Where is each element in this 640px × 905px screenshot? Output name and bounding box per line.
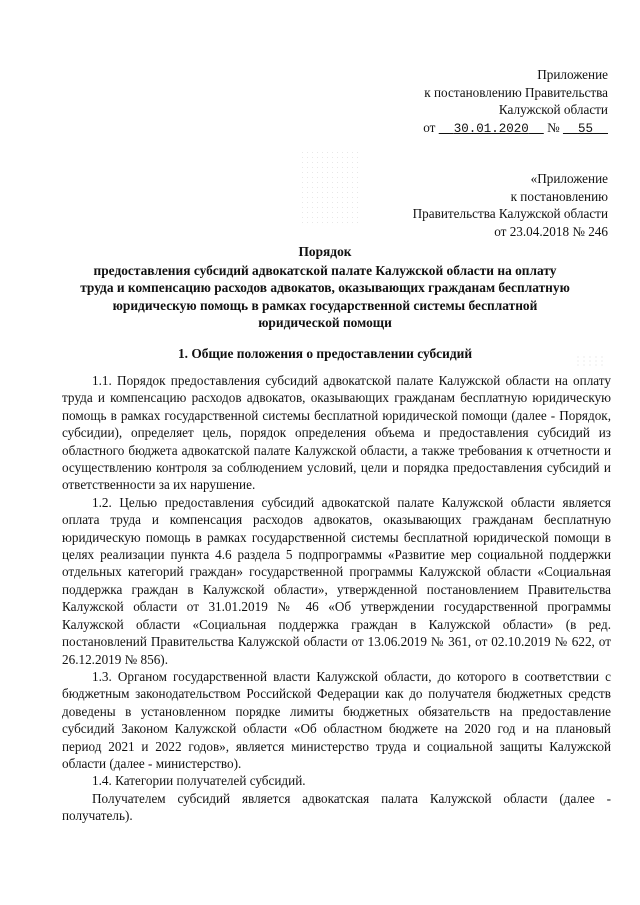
appendix-header (423, 66, 608, 138)
appendix-date-row (423, 119, 608, 139)
scan-artifact (300, 150, 360, 225)
appendix-date: 30.01.2020 (453, 121, 529, 136)
appendix-line2: к постановлению Правительства (424, 84, 608, 100)
prev-appendix-line1: «Приложение (530, 171, 608, 186)
document-title (60, 243, 590, 332)
title-line3: труда и компенсацию расходов адвокатов, оказывающих гражданам бесплатную (80, 280, 570, 295)
title-line2: предоставления субсидий адвокатской палате Калужской области на оплату (93, 262, 557, 278)
section-heading: 1. Общие положения о предоставлении субсидий (177, 346, 473, 361)
document-body (62, 372, 611, 825)
appendix-line1: Приложение (537, 67, 608, 82)
title-line5: юридической помощи (258, 315, 392, 330)
appendix-number: 55 (577, 121, 593, 136)
appendix-number-label: № (547, 119, 560, 135)
prev-appendix-line2: к постановлению (510, 188, 608, 204)
title-line4: юридическую помощь в рамках государственной системы бесплатной (112, 297, 538, 313)
prev-appendix-line3: Правительства Калужской области (412, 206, 608, 221)
paragraph-1-4: 1.4. Категории получателей субсидий. (92, 773, 306, 789)
scan-artifact-2 (575, 355, 605, 367)
appendix-line3: Калужской области (498, 102, 608, 117)
paragraph-1-2: 1.2. Целью предоставления субсидий адвокатской палате Калужской области является оплата труда и компенсация расходов адвокатов, оказывающих гражданам бесплатную юридическую помощь в рамках государственной системы бесплатной юридической помощи в целях реализации пункта 4.6 раздела 5 подпрограммы «Развитие мер социальной поддержки отдельных категорий граждан» государственной программы Калужской области «Социальная поддержка граждан в Калужской области», утвержденной постановлением Правительства Калужской области от 31.01.2019 № 46 «Об утверждении государственной программы Калужской области «Социальная поддержка граждан в Калужской области» (в ред. постановлений Правительства Калужской области от 13.06.2019 № 361, от 02.10.2019 № 622, от 26.12.2019 № 856). (62, 494, 611, 667)
paragraph-1-3: 1.3. Органом государственной власти Калужской области, до которого в соответствии с бюджетным законодательством Российской Федерации как до получателя бюджетных средств доведены в установленном порядке лимиты бюджетных обязательств на предоставление субсидий Законом Калужской области «Об областном бюджете на 2020 год и на плановый период 2021 и 2022 годов», является министерство труда и социальной защиты Калужской области (далее - министерство). (62, 668, 611, 771)
previous-appendix-header (413, 170, 608, 240)
title-line1: Порядок (298, 244, 352, 259)
appendix-ot-label: от (423, 119, 436, 135)
paragraph-1-1: 1.1. Порядок предоставления субсидий адвокатской палате Калужской области на оплату труда и компенсацию расходов адвокатов, оказывающих гражданам бесплатную юридическую помощь в рамках государственной системы бесплатной юридической помощи (далее - Порядок, субсидии), определяет цель, порядок определения объема и предоставления субсидий из областного бюджета адвокатской палате Калужской области, а также требования к отчетности и осуществлению контроля за соблюдением условий, цели и порядка предоставления субсидий и ответственности за их нарушение. (62, 373, 611, 493)
prev-appendix-line4: от 23.04.2018 № 246 (494, 223, 608, 239)
paragraph-recipient: Получателем субсидий является адвокатская палата Калужской области (далее - получатель). (62, 790, 611, 824)
